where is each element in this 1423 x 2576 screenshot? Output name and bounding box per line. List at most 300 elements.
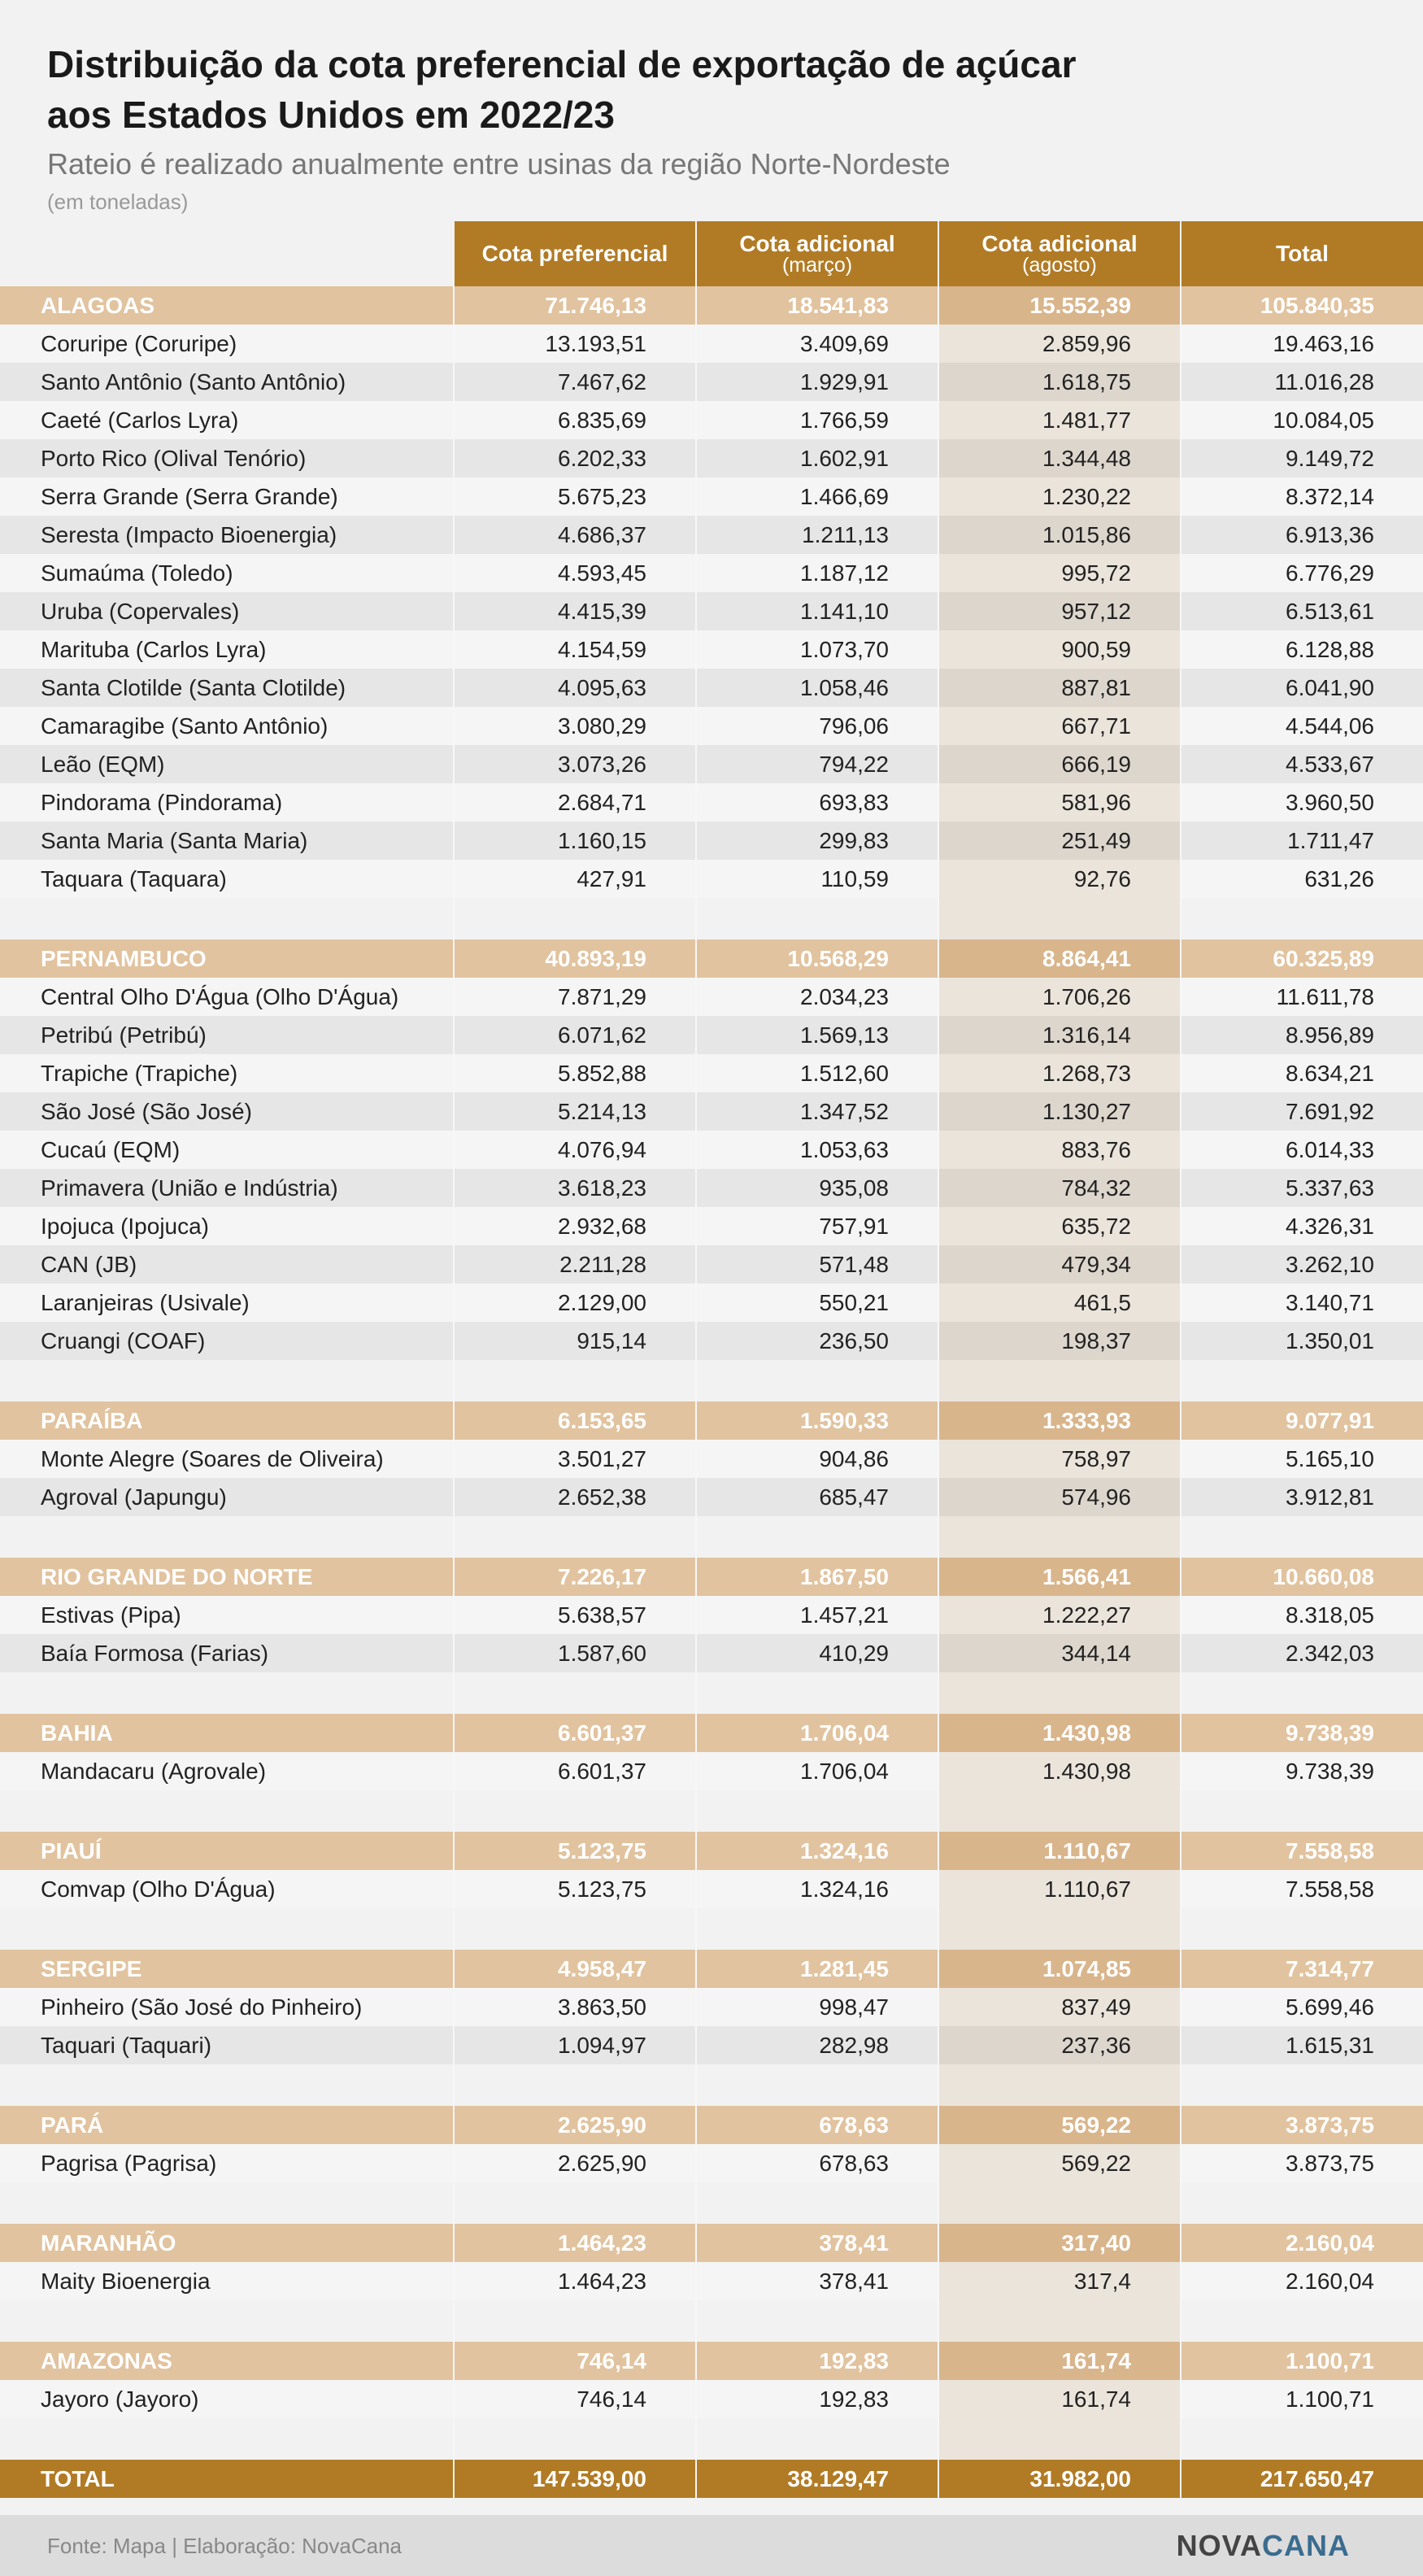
spacer-cell bbox=[0, 898, 454, 939]
value-cell: 6.513,61 bbox=[1181, 592, 1423, 630]
value-cell: 4.326,31 bbox=[1181, 1207, 1423, 1245]
value-cell: 1.569,13 bbox=[696, 1016, 938, 1054]
value-cell: 1.187,12 bbox=[696, 554, 938, 592]
value-cell: 1.867,50 bbox=[696, 1558, 938, 1596]
value-cell: 4.415,39 bbox=[454, 592, 696, 630]
footer bbox=[0, 2515, 1423, 2576]
title-line-1: Distribuição da cota preferencial de exportação de açúcar bbox=[47, 43, 1077, 85]
row-label-cell: Camaragibe (Santo Antônio) bbox=[0, 707, 454, 745]
value-cell: 7.871,29 bbox=[454, 978, 696, 1016]
row-label-cell: Taquara (Taquara) bbox=[0, 860, 454, 898]
row-label-cell: MARANHÃO bbox=[0, 2224, 454, 2262]
spacer-row bbox=[0, 1908, 1423, 1950]
value-cell: 427,91 bbox=[454, 860, 696, 898]
value-cell: 6.014,33 bbox=[1181, 1131, 1423, 1169]
row-label-cell: Estivas (Pipa) bbox=[0, 1596, 454, 1634]
value-cell: 5.165,10 bbox=[1181, 1440, 1423, 1478]
spacer-row bbox=[0, 898, 1423, 939]
value-cell: 8.318,05 bbox=[1181, 1596, 1423, 1634]
value-cell: 10.084,05 bbox=[1181, 401, 1423, 439]
value-cell: 461,5 bbox=[938, 1284, 1181, 1322]
row-label-cell: Monte Alegre (Soares de Oliveira) bbox=[0, 1440, 454, 1478]
header-blank-cell bbox=[0, 221, 454, 286]
value-cell: 3.873,75 bbox=[1181, 2106, 1423, 2144]
spacer-cell bbox=[0, 1360, 454, 1401]
spacer-cell bbox=[0, 1790, 454, 1832]
value-cell: 9.738,39 bbox=[1181, 1714, 1423, 1752]
value-cell: 678,63 bbox=[696, 2144, 938, 2182]
value-cell: 1.100,71 bbox=[1181, 2380, 1423, 2418]
value-cell: 957,12 bbox=[938, 592, 1181, 630]
spacer-cell bbox=[0, 1908, 454, 1950]
value-cell: 574,96 bbox=[938, 1478, 1181, 1516]
spacer-cell bbox=[1181, 1360, 1423, 1401]
mill-row bbox=[0, 1988, 1423, 2026]
value-cell: 6.601,37 bbox=[454, 1714, 696, 1752]
state-row bbox=[0, 1714, 1423, 1752]
value-cell: 1.618,75 bbox=[938, 363, 1181, 401]
mill-row bbox=[0, 1634, 1423, 1672]
value-cell: 1.347,52 bbox=[696, 1092, 938, 1131]
page-subtitle: Rateio é realizado anualmente entre usinas da região Norte-Nordeste bbox=[47, 147, 951, 181]
value-cell: 1.100,71 bbox=[1181, 2342, 1423, 2380]
value-cell: 666,19 bbox=[938, 745, 1181, 783]
mill-row bbox=[0, 822, 1423, 860]
spacer-cell bbox=[938, 1908, 1181, 1950]
value-cell: 1.457,21 bbox=[696, 1596, 938, 1634]
mill-row bbox=[0, 745, 1423, 783]
value-cell: 3.618,23 bbox=[454, 1169, 696, 1207]
value-cell: 11.016,28 bbox=[1181, 363, 1423, 401]
value-cell: 15.552,39 bbox=[938, 286, 1181, 325]
mill-row bbox=[0, 2262, 1423, 2300]
value-cell: 1.706,26 bbox=[938, 978, 1181, 1016]
spacer-cell bbox=[1181, 898, 1423, 939]
total-row bbox=[0, 2460, 1423, 2498]
value-cell: 1.766,59 bbox=[696, 401, 938, 439]
value-cell: 299,83 bbox=[696, 822, 938, 860]
value-cell: 92,76 bbox=[938, 860, 1181, 898]
value-cell: 5.214,13 bbox=[454, 1092, 696, 1131]
value-cell: 900,59 bbox=[938, 630, 1181, 669]
spacer-cell bbox=[1181, 1790, 1423, 1832]
value-cell: 837,49 bbox=[938, 1988, 1181, 2026]
value-cell: 3.912,81 bbox=[1181, 1478, 1423, 1516]
value-cell: 2.129,00 bbox=[454, 1284, 696, 1322]
spacer-cell bbox=[696, 898, 938, 939]
row-label-cell: Coruripe (Coruripe) bbox=[0, 325, 454, 363]
value-cell: 1.015,86 bbox=[938, 516, 1181, 554]
row-label-cell: Comvap (Olho D'Água) bbox=[0, 1870, 454, 1908]
row-label-cell: Cruangi (COAF) bbox=[0, 1322, 454, 1360]
spacer-cell bbox=[938, 2418, 1181, 2460]
value-cell: 8.956,89 bbox=[1181, 1016, 1423, 1054]
value-cell: 1.281,45 bbox=[696, 1950, 938, 1988]
value-cell: 378,41 bbox=[696, 2224, 938, 2262]
row-label-cell: Santa Maria (Santa Maria) bbox=[0, 822, 454, 860]
value-cell: 667,71 bbox=[938, 707, 1181, 745]
value-cell: 883,76 bbox=[938, 1131, 1181, 1169]
row-label-cell: Taquari (Taquari) bbox=[0, 2026, 454, 2064]
mill-row bbox=[0, 2026, 1423, 2064]
value-cell: 1.350,01 bbox=[1181, 1322, 1423, 1360]
value-cell: 4.544,06 bbox=[1181, 707, 1423, 745]
spacer-row bbox=[0, 2064, 1423, 2106]
mill-row bbox=[0, 1596, 1423, 1634]
spacer-row bbox=[0, 1672, 1423, 1714]
row-label-cell: Agroval (Japungu) bbox=[0, 1478, 454, 1516]
spacer-cell bbox=[696, 2064, 938, 2106]
novacana-logo bbox=[1177, 2528, 1350, 2564]
row-label-cell: Uruba (Copervales) bbox=[0, 592, 454, 630]
mill-row bbox=[0, 363, 1423, 401]
value-cell: 3.262,10 bbox=[1181, 1245, 1423, 1284]
value-cell: 1.711,47 bbox=[1181, 822, 1423, 860]
value-cell: 571,48 bbox=[696, 1245, 938, 1284]
row-label-cell: Serra Grande (Serra Grande) bbox=[0, 477, 454, 516]
mill-row bbox=[0, 1478, 1423, 1516]
value-cell: 1.481,77 bbox=[938, 401, 1181, 439]
value-cell: 631,26 bbox=[1181, 860, 1423, 898]
row-label-cell: Baía Formosa (Farias) bbox=[0, 1634, 454, 1672]
mill-row bbox=[0, 1131, 1423, 1169]
value-cell: 7.226,17 bbox=[454, 1558, 696, 1596]
spacer-cell bbox=[454, 898, 696, 939]
value-cell: 569,22 bbox=[938, 2144, 1181, 2182]
spacer-cell bbox=[0, 1516, 454, 1558]
value-cell: 3.409,69 bbox=[696, 325, 938, 363]
value-cell: 3.140,71 bbox=[1181, 1284, 1423, 1322]
value-cell: 757,91 bbox=[696, 1207, 938, 1245]
value-cell: 2.625,90 bbox=[454, 2106, 696, 2144]
spacer-cell bbox=[696, 2182, 938, 2224]
row-label-cell: Santo Antônio (Santo Antônio) bbox=[0, 363, 454, 401]
value-cell: 317,40 bbox=[938, 2224, 1181, 2262]
value-cell: 935,08 bbox=[696, 1169, 938, 1207]
value-cell: 2.211,28 bbox=[454, 1245, 696, 1284]
state-row bbox=[0, 1832, 1423, 1870]
value-cell: 251,49 bbox=[938, 822, 1181, 860]
value-cell: 746,14 bbox=[454, 2380, 696, 2418]
value-cell: 1.430,98 bbox=[938, 1714, 1181, 1752]
row-label-cell: Cucaú (EQM) bbox=[0, 1131, 454, 1169]
value-cell: 5.675,23 bbox=[454, 477, 696, 516]
mill-row bbox=[0, 1207, 1423, 1245]
spacer-cell bbox=[454, 2064, 696, 2106]
column-header-cota-adicional-agosto: Cota adicional (agosto) bbox=[938, 221, 1181, 286]
mill-row bbox=[0, 1016, 1423, 1054]
value-cell: 2.932,68 bbox=[454, 1207, 696, 1245]
value-cell: 1.110,67 bbox=[938, 1832, 1181, 1870]
spacer-cell bbox=[938, 2064, 1181, 2106]
value-cell: 282,98 bbox=[696, 2026, 938, 2064]
state-row bbox=[0, 2106, 1423, 2144]
spacer-cell bbox=[938, 1790, 1181, 1832]
mill-row bbox=[0, 516, 1423, 554]
row-label-cell: PARÁ bbox=[0, 2106, 454, 2144]
value-cell: 1.160,15 bbox=[454, 822, 696, 860]
value-cell: 5.123,75 bbox=[454, 1832, 696, 1870]
spacer-cell bbox=[0, 2418, 454, 2460]
value-cell: 746,14 bbox=[454, 2342, 696, 2380]
spacer-row bbox=[0, 2418, 1423, 2460]
value-cell: 1.130,27 bbox=[938, 1092, 1181, 1131]
mill-row bbox=[0, 1245, 1423, 1284]
mill-row bbox=[0, 2144, 1423, 2182]
title-line-2: aos Estados Unidos em 2022/23 bbox=[47, 94, 615, 136]
value-cell: 10.660,08 bbox=[1181, 1558, 1423, 1596]
value-cell: 147.539,00 bbox=[454, 2460, 696, 2498]
spacer-cell bbox=[454, 2182, 696, 2224]
value-cell: 9.738,39 bbox=[1181, 1752, 1423, 1790]
row-label-cell: Seresta (Impacto Bioenergia) bbox=[0, 516, 454, 554]
value-cell: 6.153,65 bbox=[454, 1401, 696, 1440]
state-row bbox=[0, 939, 1423, 978]
value-cell: 237,36 bbox=[938, 2026, 1181, 2064]
value-cell: 1.333,93 bbox=[938, 1401, 1181, 1440]
mill-row bbox=[0, 783, 1423, 822]
value-cell: 19.463,16 bbox=[1181, 325, 1423, 363]
row-label-cell: Petribú (Petribú) bbox=[0, 1016, 454, 1054]
value-cell: 7.558,58 bbox=[1181, 1832, 1423, 1870]
row-label-cell: Pinheiro (São José do Pinheiro) bbox=[0, 1988, 454, 2026]
value-cell: 7.314,77 bbox=[1181, 1950, 1423, 1988]
spacer-cell bbox=[0, 2300, 454, 2342]
value-cell: 1.566,41 bbox=[938, 1558, 1181, 1596]
value-cell: 2.684,71 bbox=[454, 783, 696, 822]
value-cell: 7.558,58 bbox=[1181, 1870, 1423, 1908]
value-cell: 13.193,51 bbox=[454, 325, 696, 363]
row-label-cell: Sumaúma (Toledo) bbox=[0, 554, 454, 592]
value-cell: 161,74 bbox=[938, 2342, 1181, 2380]
spacer-cell bbox=[0, 1672, 454, 1714]
mill-row bbox=[0, 1054, 1423, 1092]
spacer-row bbox=[0, 1790, 1423, 1832]
value-cell: 1.615,31 bbox=[1181, 2026, 1423, 2064]
value-cell: 915,14 bbox=[454, 1322, 696, 1360]
value-cell: 796,06 bbox=[696, 707, 938, 745]
value-cell: 2.625,90 bbox=[454, 2144, 696, 2182]
value-cell: 1.344,48 bbox=[938, 439, 1181, 477]
value-cell: 1.464,23 bbox=[454, 2262, 696, 2300]
mill-row bbox=[0, 978, 1423, 1016]
column-header-cota-adicional-marco: Cota adicional (março) bbox=[696, 221, 938, 286]
value-cell: 4.958,47 bbox=[454, 1950, 696, 1988]
row-label-cell: Mandacaru (Agrovale) bbox=[0, 1752, 454, 1790]
row-label-cell: Trapiche (Trapiche) bbox=[0, 1054, 454, 1092]
value-cell: 317,4 bbox=[938, 2262, 1181, 2300]
value-cell: 1.316,14 bbox=[938, 1016, 1181, 1054]
row-label-cell: BAHIA bbox=[0, 1714, 454, 1752]
quota-table bbox=[0, 221, 1423, 2498]
value-cell: 1.430,98 bbox=[938, 1752, 1181, 1790]
value-cell: 1.074,85 bbox=[938, 1950, 1181, 1988]
mill-row bbox=[0, 630, 1423, 669]
value-cell: 4.154,59 bbox=[454, 630, 696, 669]
spacer-cell bbox=[938, 2300, 1181, 2342]
spacer-cell bbox=[454, 1672, 696, 1714]
row-label-cell: Laranjeiras (Usivale) bbox=[0, 1284, 454, 1322]
spacer-cell bbox=[938, 1672, 1181, 1714]
value-cell: 71.746,13 bbox=[454, 286, 696, 325]
value-cell: 110,59 bbox=[696, 860, 938, 898]
logo-part-nova: NOVA bbox=[1176, 2529, 1262, 2562]
value-cell: 998,47 bbox=[696, 1988, 938, 2026]
value-cell: 693,83 bbox=[696, 783, 938, 822]
state-row bbox=[0, 1558, 1423, 1596]
value-cell: 7.467,62 bbox=[454, 363, 696, 401]
value-cell: 378,41 bbox=[696, 2262, 938, 2300]
value-cell: 1.587,60 bbox=[454, 1634, 696, 1672]
value-cell: 40.893,19 bbox=[454, 939, 696, 978]
spacer-cell bbox=[696, 1360, 938, 1401]
page-title bbox=[47, 39, 1389, 140]
row-label-cell: Maity Bioenergia bbox=[0, 2262, 454, 2300]
value-cell: 344,14 bbox=[938, 1634, 1181, 1672]
value-cell: 581,96 bbox=[938, 783, 1181, 822]
value-cell: 1.222,27 bbox=[938, 1596, 1181, 1634]
row-label-cell: Pagrisa (Pagrisa) bbox=[0, 2144, 454, 2182]
value-cell: 5.638,57 bbox=[454, 1596, 696, 1634]
value-cell: 3.080,29 bbox=[454, 707, 696, 745]
row-label-cell: Central Olho D'Água (Olho D'Água) bbox=[0, 978, 454, 1016]
value-cell: 479,34 bbox=[938, 1245, 1181, 1284]
value-cell: 31.982,00 bbox=[938, 2460, 1181, 2498]
spacer-cell bbox=[1181, 2300, 1423, 2342]
spacer-cell bbox=[454, 2418, 696, 2460]
mill-row bbox=[0, 669, 1423, 707]
row-label-cell: Santa Clotilde (Santa Clotilde) bbox=[0, 669, 454, 707]
value-cell: 9.077,91 bbox=[1181, 1401, 1423, 1440]
source-credit: Fonte: Mapa | Elaboração: NovaCana bbox=[47, 2534, 403, 2558]
unit-note: (em toneladas) bbox=[47, 190, 189, 214]
value-cell: 105.840,35 bbox=[1181, 286, 1423, 325]
value-cell: 1.141,10 bbox=[696, 592, 938, 630]
state-row bbox=[0, 1401, 1423, 1440]
value-cell: 6.202,33 bbox=[454, 439, 696, 477]
value-cell: 1.268,73 bbox=[938, 1054, 1181, 1092]
value-cell: 550,21 bbox=[696, 1284, 938, 1322]
spacer-cell bbox=[938, 1360, 1181, 1401]
spacer-cell bbox=[696, 1908, 938, 1950]
value-cell: 6.041,90 bbox=[1181, 669, 1423, 707]
spacer-cell bbox=[0, 2182, 454, 2224]
value-cell: 5.123,75 bbox=[454, 1870, 696, 1908]
mill-row bbox=[0, 1322, 1423, 1360]
mill-row bbox=[0, 1440, 1423, 1478]
row-label-cell: Porto Rico (Olival Tenório) bbox=[0, 439, 454, 477]
spacer-row bbox=[0, 1516, 1423, 1558]
value-cell: 784,32 bbox=[938, 1169, 1181, 1207]
mill-row bbox=[0, 325, 1423, 363]
value-cell: 1.464,23 bbox=[454, 2224, 696, 2262]
value-cell: 1.094,97 bbox=[454, 2026, 696, 2064]
mill-row bbox=[0, 1284, 1423, 1322]
row-label-cell: AMAZONAS bbox=[0, 2342, 454, 2380]
spacer-cell bbox=[454, 1790, 696, 1832]
value-cell: 6.071,62 bbox=[454, 1016, 696, 1054]
mill-row bbox=[0, 439, 1423, 477]
row-label-cell: Caeté (Carlos Lyra) bbox=[0, 401, 454, 439]
value-cell: 635,72 bbox=[938, 1207, 1181, 1245]
spacer-cell bbox=[696, 2300, 938, 2342]
mill-row bbox=[0, 707, 1423, 745]
value-cell: 6.601,37 bbox=[454, 1752, 696, 1790]
value-cell: 11.611,78 bbox=[1181, 978, 1423, 1016]
mill-row bbox=[0, 1169, 1423, 1207]
spacer-cell bbox=[938, 1516, 1181, 1558]
value-cell: 2.160,04 bbox=[1181, 2262, 1423, 2300]
value-cell: 198,37 bbox=[938, 1322, 1181, 1360]
row-label-cell: RIO GRANDE DO NORTE bbox=[0, 1558, 454, 1596]
row-label-cell: Ipojuca (Ipojuca) bbox=[0, 1207, 454, 1245]
value-cell: 4.686,37 bbox=[454, 516, 696, 554]
spacer-cell bbox=[454, 2300, 696, 2342]
value-cell: 569,22 bbox=[938, 2106, 1181, 2144]
value-cell: 6.913,36 bbox=[1181, 516, 1423, 554]
value-cell: 2.859,96 bbox=[938, 325, 1181, 363]
value-cell: 904,86 bbox=[696, 1440, 938, 1478]
value-cell: 2.034,23 bbox=[696, 978, 938, 1016]
value-cell: 8.864,41 bbox=[938, 939, 1181, 978]
value-cell: 10.568,29 bbox=[696, 939, 938, 978]
value-cell: 5.337,63 bbox=[1181, 1169, 1423, 1207]
mill-row bbox=[0, 1870, 1423, 1908]
value-cell: 3.863,50 bbox=[454, 1988, 696, 2026]
spacer-row bbox=[0, 2182, 1423, 2224]
table-header bbox=[0, 221, 1423, 286]
spacer-cell bbox=[938, 2182, 1181, 2224]
row-label-cell: Pindorama (Pindorama) bbox=[0, 783, 454, 822]
spacer-row bbox=[0, 1360, 1423, 1401]
value-cell: 4.076,94 bbox=[454, 1131, 696, 1169]
value-cell: 5.852,88 bbox=[454, 1054, 696, 1092]
row-label-cell: Leão (EQM) bbox=[0, 745, 454, 783]
header bbox=[47, 39, 1389, 216]
row-label-cell: PIAUÍ bbox=[0, 1832, 454, 1870]
value-cell: 2.652,38 bbox=[454, 1478, 696, 1516]
value-cell: 1.324,16 bbox=[696, 1870, 938, 1908]
spacer-cell bbox=[696, 1516, 938, 1558]
value-cell: 18.541,83 bbox=[696, 286, 938, 325]
row-label-cell: PERNAMBUCO bbox=[0, 939, 454, 978]
table-body bbox=[0, 286, 1423, 2498]
row-label-cell: São José (São José) bbox=[0, 1092, 454, 1131]
value-cell: 2.342,03 bbox=[1181, 1634, 1423, 1672]
row-label-cell: SERGIPE bbox=[0, 1950, 454, 1988]
value-cell: 1.706,04 bbox=[696, 1752, 938, 1790]
value-cell: 678,63 bbox=[696, 2106, 938, 2144]
row-label-cell: PARAÍBA bbox=[0, 1401, 454, 1440]
mill-row bbox=[0, 860, 1423, 898]
spacer-cell bbox=[1181, 2182, 1423, 2224]
value-cell: 6.128,88 bbox=[1181, 630, 1423, 669]
spacer-cell bbox=[454, 1516, 696, 1558]
spacer-cell bbox=[454, 1908, 696, 1950]
spacer-cell bbox=[1181, 1908, 1423, 1950]
spacer-cell bbox=[1181, 2064, 1423, 2106]
spacer-cell bbox=[696, 1790, 938, 1832]
value-cell: 236,50 bbox=[696, 1322, 938, 1360]
value-cell: 161,74 bbox=[938, 2380, 1181, 2418]
value-cell: 1.512,60 bbox=[696, 1054, 938, 1092]
spacer-cell bbox=[1181, 1516, 1423, 1558]
value-cell: 1.073,70 bbox=[696, 630, 938, 669]
row-label-cell: CAN (JB) bbox=[0, 1245, 454, 1284]
spacer-cell bbox=[1181, 2418, 1423, 2460]
column-header-cota-preferencial: Cota preferencial bbox=[454, 221, 696, 286]
value-cell: 5.699,46 bbox=[1181, 1988, 1423, 2026]
